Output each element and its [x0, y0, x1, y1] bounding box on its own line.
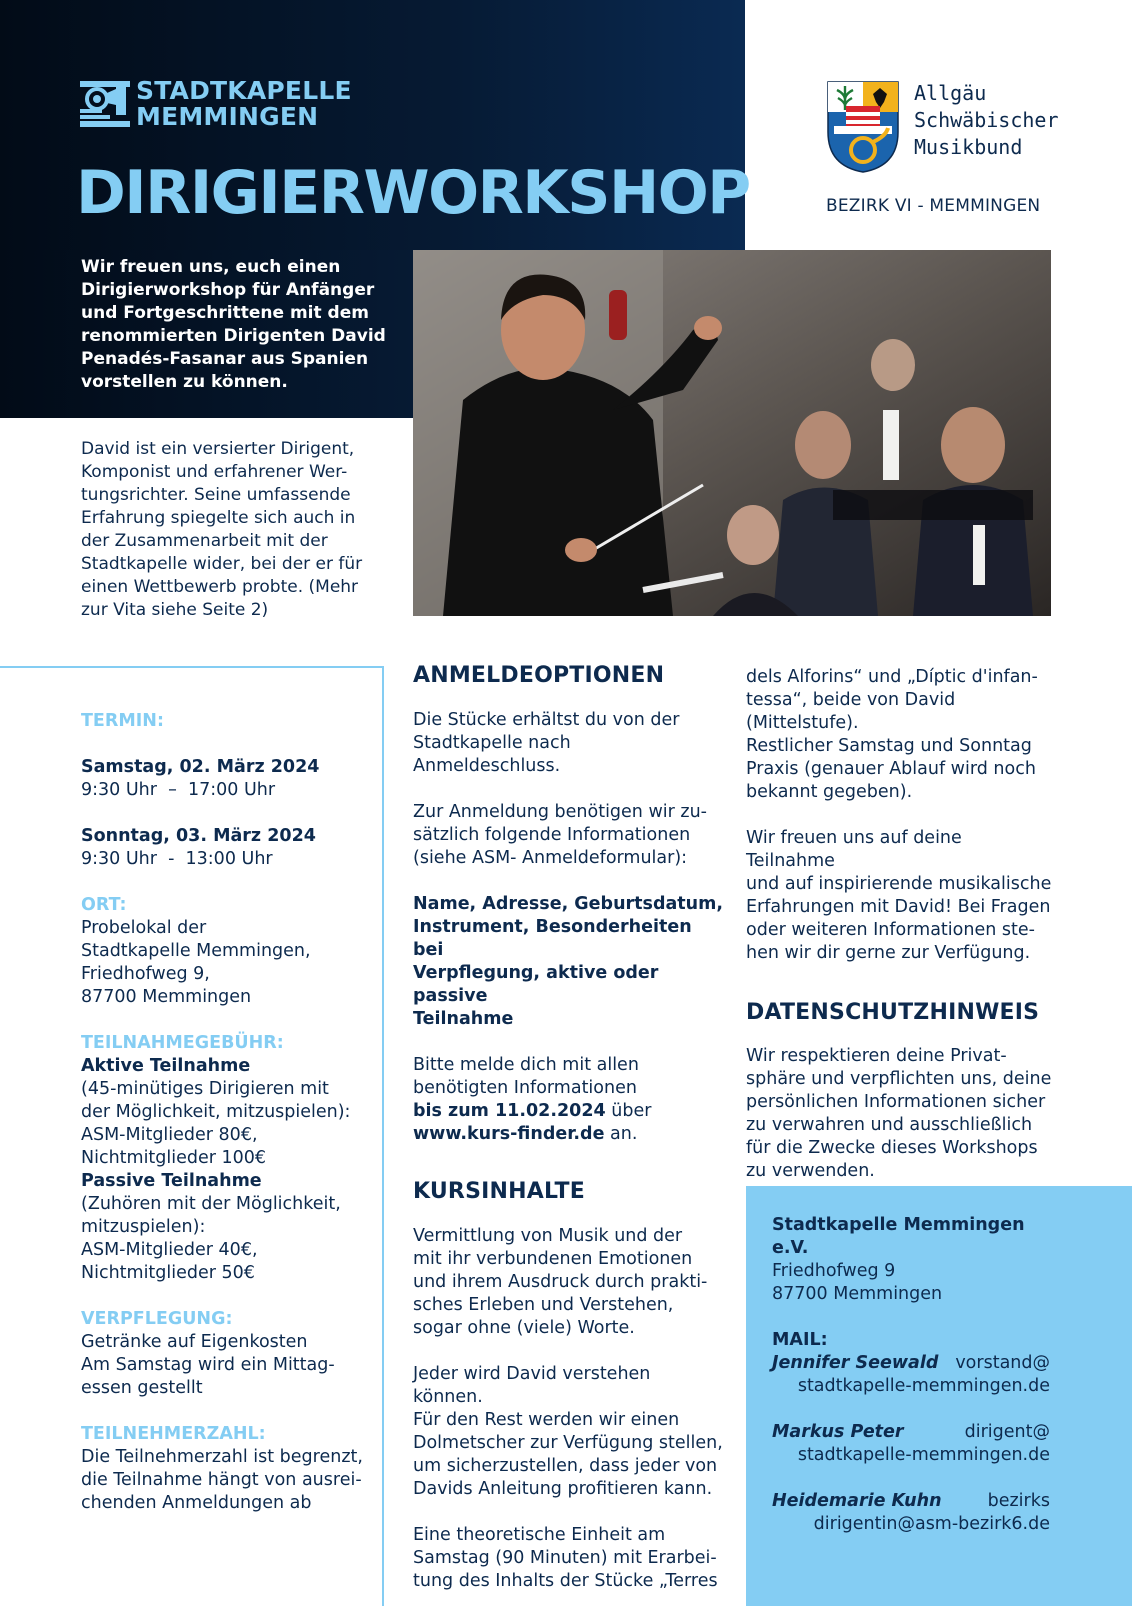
contact-name: Markus Peter	[772, 1422, 904, 1442]
desc-line: der Zusammenarbeit mit der	[81, 531, 328, 551]
food-line: essen gestellt	[81, 1378, 203, 1398]
intro-text	[81, 256, 391, 394]
desc-line: Erfahrung spiegelte sich auch in	[81, 508, 356, 528]
logo-line1: STADTKAPELLE	[136, 76, 352, 105]
para-line: Erfahrungen mit David! Bei Fragen	[746, 897, 1051, 917]
para-line: und ihrem Ausdruck durch prakti-	[413, 1272, 708, 1292]
contact-mail-part2[interactable]: dirigentin@asm-bezirk6.de	[813, 1514, 1050, 1534]
para-line: Restlicher Samstag und Sonntag	[746, 736, 1032, 756]
para-line: sogar ohne (viele) Worte.	[413, 1318, 635, 1338]
deadline-line	[413, 1100, 723, 1123]
para-line: Praxis (genauer Ablauf wird noch	[746, 759, 1036, 779]
url-suffix: an.	[604, 1124, 638, 1144]
para-line: tung des Inhalts der Stücke „Terres	[413, 1571, 718, 1591]
intro-line: renommierten Dirigenten David	[81, 326, 386, 346]
asm-line3: Musikbund	[914, 135, 1023, 159]
para-line: Davids Anleitung profitieren kann.	[413, 1479, 713, 1499]
passive-line: mitzuspielen):	[81, 1217, 206, 1237]
contact-mail-part2[interactable]: stadtkapelle-memmingen.de	[797, 1376, 1050, 1396]
para-line: Die Stücke erhältst du von der	[413, 710, 680, 730]
para-line: dels Alforins“ und „Díptic d'infan-	[746, 667, 1038, 687]
contact-mail-part1[interactable]: bezirks	[987, 1491, 1050, 1511]
count-label: TEILNEHMERZAHL:	[81, 1424, 266, 1444]
anmeld-heading: ANMELDEOPTIONEN	[413, 663, 665, 688]
count-line: die Teilnahme hängt von ausrei-	[81, 1470, 362, 1490]
desc-line: einen Wettbewerb probte. (Mehr	[81, 577, 359, 597]
org-street: Friedhofweg 9	[772, 1261, 896, 1281]
contact-row	[772, 1421, 1050, 1444]
fee-label: TEILNAHMEGEBÜHR:	[81, 1033, 284, 1053]
food-line: Am Samstag wird ein Mittag-	[81, 1355, 335, 1375]
para-line: zu verwahren und ausschließlich	[746, 1115, 1033, 1135]
page-title: DIRIGIERWORKSHOP	[76, 158, 750, 228]
desc-line: Komponist und erfahrener Wer-	[81, 462, 348, 482]
termin-label: TERMIN:	[81, 711, 164, 731]
contact-mail-part1[interactable]: dirigent@	[964, 1422, 1050, 1442]
desc-line: David ist ein versierter Dirigent,	[81, 439, 355, 459]
para-line: für die Zwecke dieses Workshops	[746, 1138, 1038, 1158]
intro-line: Dirigierworkshop für Anfänger	[81, 280, 375, 300]
asm-line1: Allgäu	[914, 81, 987, 105]
para-line: benötigten Informationen	[413, 1078, 637, 1098]
datenschutz-heading: DATENSCHUTZHINWEIS	[746, 1000, 1040, 1025]
para-line: Wir freuen uns auf deine Teilnahme	[746, 828, 962, 871]
intro-line: und Fortgeschrittene mit dem	[81, 303, 369, 323]
para-line: oder weiteren Informationen ste-	[746, 920, 1035, 940]
required-info-line: Verpflegung, aktive oder passive	[413, 963, 659, 1006]
mail-label: MAIL:	[772, 1330, 828, 1350]
count-line: Die Teilnehmerzahl ist begrenzt,	[81, 1447, 363, 1467]
intro-line: vorstellen zu können.	[81, 372, 288, 392]
active-line: ASM-Mitglieder 80€,	[81, 1125, 258, 1145]
registration-column	[413, 662, 723, 1593]
conductor-description	[81, 438, 401, 622]
coat-of-arms-icon	[826, 80, 900, 174]
org-city: 87700 Memmingen	[772, 1284, 943, 1304]
event-info	[81, 710, 381, 1515]
para-line: sches Erleben und Verstehen,	[413, 1295, 674, 1315]
desc-line: zur Vita siehe Seite 2)	[81, 600, 269, 620]
day1-time: 9:30 Uhr – 17:00 Uhr	[81, 780, 276, 800]
para-line: tessa“, beide von David (Mittelstufe).	[746, 690, 956, 733]
horn-icon	[80, 79, 130, 129]
para-line: Für den Rest werden wir einen	[413, 1410, 680, 1430]
contact-row	[772, 1352, 1050, 1375]
deadline-date: bis zum 11.02.2024	[413, 1101, 606, 1121]
para-line: und auf inspirierende musikalische	[746, 874, 1052, 894]
para-line: Samstag (90 Minuten) mit Erarbei-	[413, 1548, 717, 1568]
para-line: Eine theoretische Einheit am	[413, 1525, 666, 1545]
para-line: persönlichen Informationen sicher	[746, 1092, 1046, 1112]
stadtkapelle-logo	[80, 78, 352, 130]
para-line: Wir respektieren deine Privat-	[746, 1046, 1007, 1066]
ort-line: 87700 Memmingen	[81, 987, 252, 1007]
passive-line: ASM-Mitglieder 40€,	[81, 1240, 258, 1260]
bezirk-label: BEZIRK VI - MEMMINGEN	[826, 196, 1041, 216]
para-line: Zur Anmeldung benötigen wir zu-	[413, 802, 707, 822]
kurs-heading: KURSINHALTE	[413, 1179, 585, 1204]
para-line: mit ihr verbundenen Emotionen	[413, 1249, 693, 1269]
passive-label: Passive Teilnahme	[81, 1171, 262, 1191]
intro-line: Penadés-Fasanar aus Spanien	[81, 349, 369, 369]
para-line: sphäre und verpflichten uns, deine	[746, 1069, 1052, 1089]
active-line: (45-minütiges Dirigieren mit	[81, 1079, 329, 1099]
active-label: Aktive Teilnahme	[81, 1056, 251, 1076]
kurs-finder-link[interactable]: www.kurs-finder.de	[413, 1124, 605, 1144]
contact-mail-part2[interactable]: stadtkapelle-memmingen.de	[797, 1445, 1050, 1465]
contact-name: Heidemarie Kuhn	[772, 1491, 942, 1511]
ort-label: ORT:	[81, 895, 127, 915]
intro-line: Wir freuen uns, euch einen	[81, 257, 341, 277]
ort-line: Friedhofweg 9,	[81, 964, 210, 984]
asm-line2: Schwäbischer	[914, 108, 1059, 132]
required-info-line: Name, Adresse, Geburtsdatum,	[413, 894, 723, 914]
ort-line: Stadtkapelle Memmingen,	[81, 941, 311, 961]
food-label: VERPFLEGUNG:	[81, 1309, 233, 1329]
asm-logo	[826, 80, 1059, 174]
para-line: sätzlich folgende Informationen	[413, 825, 691, 845]
para-line: Bitte melde dich mit allen	[413, 1055, 639, 1075]
para-line: Dolmetscher zur Verfügung stellen,	[413, 1433, 723, 1453]
desc-line: Stadtkapelle wider, bei der er für	[81, 554, 363, 574]
para-line: bekannt gegeben).	[746, 782, 913, 802]
contact-name: Jennifer Seewald	[772, 1353, 939, 1373]
day2-time: 9:30 Uhr - 13:00 Uhr	[81, 849, 273, 869]
passive-line: Nichtmitglieder 50€	[81, 1263, 255, 1283]
desc-line: tungsrichter. Seine umfassende	[81, 485, 351, 505]
deadline-suffix: über	[605, 1101, 652, 1121]
para-line: Vermittlung von Musik und der	[413, 1226, 683, 1246]
active-line: der Möglichkeit, mitzuspielen):	[81, 1102, 351, 1122]
para-line: (siehe ASM- Anmeldeformular):	[413, 848, 688, 868]
contact-info	[772, 1214, 1050, 1536]
details-column	[746, 666, 1056, 1183]
day2-date: Sonntag, 03. März 2024	[81, 826, 316, 846]
conductor-photo	[413, 250, 1051, 616]
ort-line: Probelokal der	[81, 918, 207, 938]
day1-date: Samstag, 02. März 2024	[81, 757, 320, 777]
para-line: um sicherzustellen, dass jeder von	[413, 1456, 718, 1476]
required-info-line: Teilnahme	[413, 1009, 514, 1029]
para-line: zu verwenden.	[746, 1161, 875, 1181]
para-line: Jeder wird David verstehen können.	[413, 1364, 651, 1407]
required-info-line: Instrument, Besonderheiten bei	[413, 917, 692, 960]
contact-row	[772, 1490, 1050, 1513]
food-line: Getränke auf Eigenkosten	[81, 1332, 308, 1352]
logo-line2: MEMMINGEN	[136, 102, 319, 131]
para-line: hen wir dir gerne zur Verfügung.	[746, 943, 1031, 963]
url-line	[413, 1123, 723, 1146]
active-line: Nichtmitglieder 100€	[81, 1148, 267, 1168]
count-line: chenden Anmeldungen ab	[81, 1493, 312, 1513]
passive-line: (Zuhören mit der Möglichkeit,	[81, 1194, 341, 1214]
org-name: Stadtkapelle Memmingen e.V.	[772, 1215, 1025, 1258]
contact-mail-part1[interactable]: vorstand@	[955, 1353, 1050, 1373]
para-line: Stadtkapelle nach Anmeldeschluss.	[413, 733, 571, 776]
